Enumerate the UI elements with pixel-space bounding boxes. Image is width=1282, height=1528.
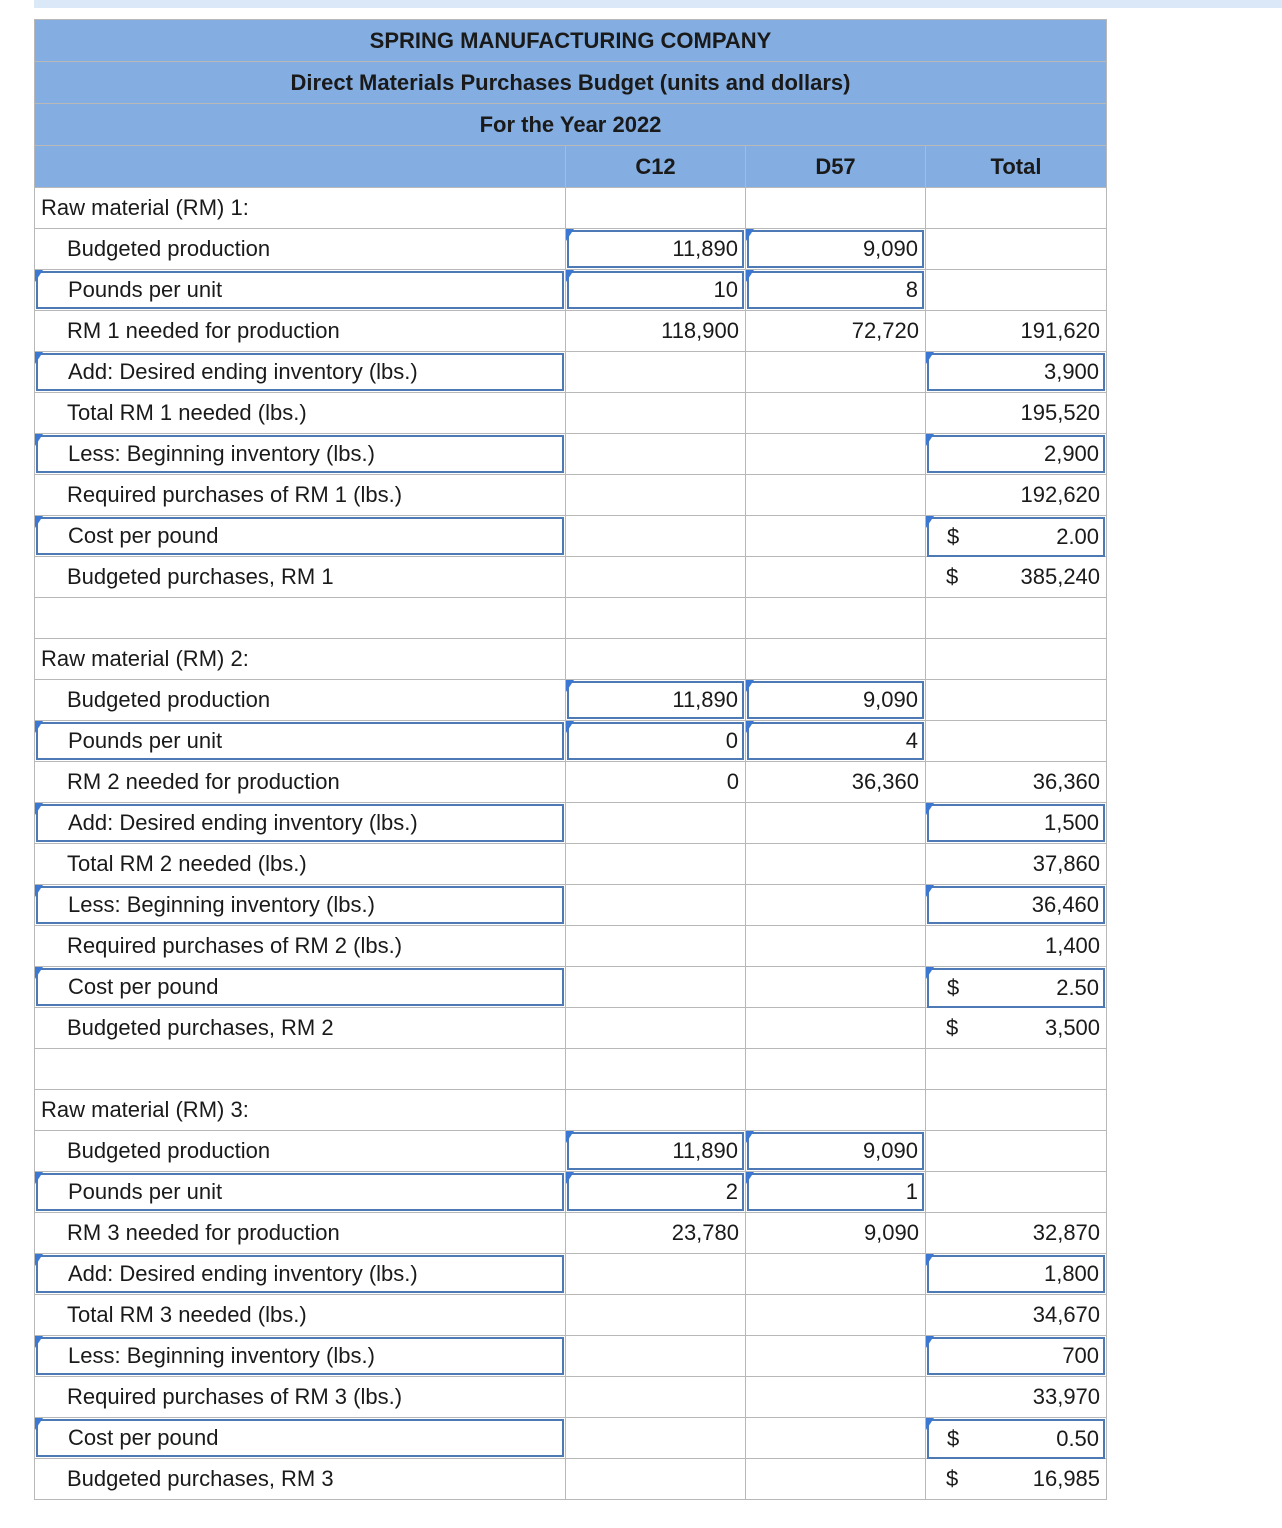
input-marker-icon (746, 1131, 754, 1143)
section-header-rm3 (35, 1090, 1107, 1131)
needed-for-production-c12: 0 (566, 762, 746, 803)
empty-cell (746, 803, 926, 844)
table-row (35, 926, 1107, 967)
desired-ending-total-input[interactable]: 3,900 (927, 353, 1105, 391)
cost-value: 2.00 (1056, 524, 1100, 549)
budgeted-purchases-total (926, 1459, 1106, 1499)
input-marker-icon (926, 1254, 934, 1266)
currency-symbol: $ (947, 1426, 960, 1451)
row-label-budgeted-purchases: Budgeted purchases, RM 2 (35, 1008, 566, 1049)
total-needed-total: 37,860 (926, 844, 1107, 885)
row-label-budgeted-purchases: Budgeted purchases, RM 3 (35, 1459, 566, 1500)
empty-cell (746, 434, 926, 475)
table-row (35, 680, 1107, 721)
table-row (35, 1172, 1107, 1213)
row-label-pounds-per-unit-input[interactable]: Pounds per unit (36, 271, 564, 309)
row-label-total-needed: Total RM 2 needed (lbs.) (35, 844, 566, 885)
table-row (35, 557, 1107, 598)
table-row (35, 434, 1107, 475)
needed-for-production-d57: 9,090 (746, 1213, 926, 1254)
pounds-per-unit-d57-input[interactable]: 1 (747, 1173, 924, 1211)
spacer-row (35, 1049, 1107, 1090)
purchases-value: 3,500 (1044, 1015, 1101, 1040)
budget-period: For the Year 2022 (35, 104, 1107, 146)
input-marker-icon (35, 352, 43, 364)
empty-cell (566, 1295, 746, 1336)
empty-cell (566, 352, 746, 393)
empty-cell (746, 967, 926, 1008)
empty-cell (566, 1418, 746, 1459)
section-label-rm1: Raw material (RM) 1: (35, 188, 566, 229)
input-marker-icon (566, 229, 574, 241)
input-marker-icon (926, 803, 934, 815)
table-row (35, 393, 1107, 434)
table-row (35, 803, 1107, 844)
empty-cell (566, 557, 746, 598)
budgeted-production-d57-input[interactable]: 9,090 (747, 1132, 924, 1170)
cost-per-pound-input[interactable] (927, 517, 1105, 557)
budgeted-purchases-total (926, 557, 1106, 597)
input-marker-icon (566, 680, 574, 692)
input-marker-icon (926, 352, 934, 364)
table-row (35, 762, 1107, 803)
empty-cell (746, 844, 926, 885)
table-row (35, 1377, 1107, 1418)
input-marker-icon (35, 1254, 43, 1266)
empty-cell (746, 557, 926, 598)
empty-cell (566, 1090, 746, 1131)
input-marker-icon (746, 1172, 754, 1184)
empty-cell (746, 475, 926, 516)
empty-cell (746, 1336, 926, 1377)
desired-ending-total-input[interactable]: 1,500 (927, 804, 1105, 842)
empty-cell (746, 1295, 926, 1336)
empty-cell (566, 1254, 746, 1295)
empty-cell (566, 1377, 746, 1418)
input-marker-icon (746, 270, 754, 282)
empty-cell (566, 844, 746, 885)
empty-cell (926, 270, 1107, 311)
row-label-needed-for-production: RM 1 needed for production (35, 311, 566, 352)
pounds-per-unit-c12-input[interactable]: 2 (567, 1173, 744, 1211)
currency-symbol: $ (946, 1015, 959, 1040)
row-label-pounds-per-unit-input[interactable]: Pounds per unit (36, 722, 564, 760)
header-row-company (35, 20, 1107, 62)
budgeted-purchases-total (926, 1008, 1106, 1048)
purchases-value: 385,240 (1020, 564, 1101, 589)
input-marker-icon (926, 1336, 934, 1348)
table-row (35, 1336, 1107, 1377)
needed-for-production-d57: 36,360 (746, 762, 926, 803)
empty-cell (746, 1008, 926, 1049)
empty-cell (746, 639, 926, 680)
empty-cell (926, 188, 1107, 229)
input-marker-icon (746, 229, 754, 241)
row-label-desired-ending-input[interactable]: Add: Desired ending inventory (lbs.) (36, 804, 564, 842)
row-label-total-needed: Total RM 3 needed (lbs.) (35, 1295, 566, 1336)
column-header-d57: D57 (746, 146, 926, 188)
row-label-budgeted-purchases: Budgeted purchases, RM 1 (35, 557, 566, 598)
input-marker-icon (566, 1131, 574, 1143)
header-row-title (35, 62, 1107, 104)
purchases-value: 16,985 (1032, 1466, 1101, 1491)
needed-for-production-total: 36,360 (926, 762, 1107, 803)
row-label-desired-ending-input[interactable]: Add: Desired ending inventory (lbs.) (36, 353, 564, 391)
table-row (35, 1213, 1107, 1254)
empty-cell (566, 1049, 746, 1090)
row-label-beginning-input[interactable]: Less: Beginning inventory (lbs.) (36, 1337, 564, 1375)
total-needed-total: 195,520 (926, 393, 1107, 434)
row-label-desired-ending-input[interactable]: Add: Desired ending inventory (lbs.) (36, 1255, 564, 1293)
cost-per-pound-input[interactable] (927, 968, 1105, 1008)
table-row (35, 475, 1107, 516)
input-marker-icon (566, 721, 574, 733)
table-row (35, 1008, 1107, 1049)
input-marker-icon (926, 516, 934, 528)
empty-cell (746, 393, 926, 434)
empty-cell (566, 475, 746, 516)
row-label-budgeted-production: Budgeted production (35, 229, 566, 270)
row-label-cost-per-pound-input[interactable]: Cost per pound (36, 1419, 564, 1457)
cost-value: 2.50 (1056, 975, 1100, 1000)
empty-cell (566, 1336, 746, 1377)
row-label-beginning-input[interactable]: Less: Beginning inventory (lbs.) (36, 886, 564, 924)
company-name: SPRING MANUFACTURING COMPANY (35, 20, 1107, 62)
pounds-per-unit-d57-input[interactable]: 4 (747, 722, 924, 760)
purchases-budget-table (34, 19, 1107, 1500)
pounds-per-unit-c12-input[interactable]: 10 (567, 271, 744, 309)
header-row-period (35, 104, 1107, 146)
spacer-row (35, 598, 1107, 639)
row-label-required-purchases: Required purchases of RM 3 (lbs.) (35, 1377, 566, 1418)
row-label-pounds-per-unit-input[interactable]: Pounds per unit (36, 1173, 564, 1211)
empty-cell (566, 598, 746, 639)
table-row (35, 516, 1107, 557)
row-label-required-purchases: Required purchases of RM 1 (lbs.) (35, 475, 566, 516)
table-row (35, 311, 1107, 352)
table-row (35, 229, 1107, 270)
row-label-needed-for-production: RM 3 needed for production (35, 1213, 566, 1254)
empty-cell (566, 188, 746, 229)
table-row (35, 844, 1107, 885)
currency-symbol: $ (947, 975, 960, 1000)
input-marker-icon (746, 680, 754, 692)
empty-cell (566, 1459, 746, 1500)
total-needed-total: 34,670 (926, 1295, 1107, 1336)
empty-cell (35, 598, 566, 639)
budgeted-production-d57-input[interactable]: 9,090 (747, 681, 924, 719)
table-row (35, 1131, 1107, 1172)
input-marker-icon (746, 721, 754, 733)
table-row (35, 1418, 1107, 1459)
empty-cell (746, 926, 926, 967)
column-header-c12: C12 (566, 146, 746, 188)
beginning-total-input[interactable]: 700 (927, 1337, 1105, 1375)
empty-cell (566, 516, 746, 557)
empty-cell (926, 1090, 1107, 1131)
required-purchases-total: 33,970 (926, 1377, 1107, 1418)
row-label-beginning-input[interactable]: Less: Beginning inventory (lbs.) (36, 435, 564, 473)
input-marker-icon (35, 1172, 43, 1184)
input-marker-icon (35, 516, 43, 528)
row-label-needed-for-production: RM 2 needed for production (35, 762, 566, 803)
cost-value: 0.50 (1056, 1426, 1100, 1451)
currency-symbol: $ (946, 564, 959, 589)
pounds-per-unit-c12-input[interactable]: 0 (567, 722, 744, 760)
section-header-rm2 (35, 639, 1107, 680)
empty-cell (746, 885, 926, 926)
table-row (35, 1254, 1107, 1295)
input-marker-icon (926, 967, 934, 979)
table-row (35, 352, 1107, 393)
input-marker-icon (926, 434, 934, 446)
empty-cell (746, 516, 926, 557)
empty-cell (566, 967, 746, 1008)
empty-cell (926, 639, 1107, 680)
empty-cell (746, 1377, 926, 1418)
top-bar (34, 0, 1282, 8)
input-marker-icon (926, 1418, 934, 1430)
empty-cell (746, 1418, 926, 1459)
row-label-budgeted-production: Budgeted production (35, 680, 566, 721)
input-marker-icon (926, 885, 934, 897)
empty-cell (566, 803, 746, 844)
pounds-per-unit-d57-input[interactable]: 8 (747, 271, 924, 309)
row-label-budgeted-production: Budgeted production (35, 1131, 566, 1172)
table-row (35, 885, 1107, 926)
input-marker-icon (35, 803, 43, 815)
empty-cell (926, 1049, 1107, 1090)
row-label-cost-per-pound-input[interactable]: Cost per pound (36, 968, 564, 1006)
beginning-total-input[interactable]: 36,460 (927, 886, 1105, 924)
input-marker-icon (35, 967, 43, 979)
empty-cell (566, 885, 746, 926)
empty-cell (926, 1172, 1107, 1213)
empty-cell (746, 1090, 926, 1131)
input-marker-icon (566, 270, 574, 282)
row-label-required-purchases: Required purchases of RM 2 (lbs.) (35, 926, 566, 967)
table-row (35, 967, 1107, 1008)
cost-per-pound-input[interactable] (927, 1419, 1105, 1459)
beginning-total-input[interactable]: 2,900 (927, 435, 1105, 473)
empty-cell (926, 1131, 1107, 1172)
section-header-rm1 (35, 188, 1107, 229)
empty-cell (926, 680, 1107, 721)
table-row (35, 1295, 1107, 1336)
empty-cell (35, 1049, 566, 1090)
empty-cell (566, 926, 746, 967)
input-marker-icon (35, 270, 43, 282)
empty-cell (746, 1049, 926, 1090)
input-marker-icon (35, 1418, 43, 1430)
input-marker-icon (35, 434, 43, 446)
empty-cell (926, 721, 1107, 762)
empty-cell (746, 598, 926, 639)
row-label-total-needed: Total RM 1 needed (lbs.) (35, 393, 566, 434)
budgeted-production-c12-input[interactable]: 11,890 (567, 1132, 744, 1170)
header-blank (35, 146, 566, 188)
empty-cell (566, 1008, 746, 1049)
input-marker-icon (35, 721, 43, 733)
row-label-cost-per-pound-input[interactable]: Cost per pound (36, 517, 564, 555)
empty-cell (566, 639, 746, 680)
table-row (35, 1459, 1107, 1500)
empty-cell (926, 229, 1107, 270)
empty-cell (746, 352, 926, 393)
needed-for-production-d57: 72,720 (746, 311, 926, 352)
needed-for-production-total: 191,620 (926, 311, 1107, 352)
currency-symbol: $ (947, 524, 960, 549)
needed-for-production-c12: 118,900 (566, 311, 746, 352)
input-marker-icon (566, 1172, 574, 1184)
input-marker-icon (35, 885, 43, 897)
section-label-rm3: Raw material (RM) 3: (35, 1090, 566, 1131)
empty-cell (566, 393, 746, 434)
empty-cell (746, 1254, 926, 1295)
required-purchases-total: 192,620 (926, 475, 1107, 516)
desired-ending-total-input[interactable]: 1,800 (927, 1255, 1105, 1293)
budgeted-production-c12-input[interactable]: 11,890 (567, 230, 744, 268)
table-row (35, 721, 1107, 762)
header-row-columns (35, 146, 1107, 188)
needed-for-production-c12: 23,780 (566, 1213, 746, 1254)
empty-cell (926, 598, 1107, 639)
needed-for-production-total: 32,870 (926, 1213, 1107, 1254)
budget-title: Direct Materials Purchases Budget (units and dollars) (35, 62, 1107, 104)
column-header-total: Total (926, 146, 1107, 188)
input-marker-icon (35, 1336, 43, 1348)
empty-cell (746, 188, 926, 229)
currency-symbol: $ (946, 1466, 959, 1491)
section-label-rm2: Raw material (RM) 2: (35, 639, 566, 680)
budgeted-production-d57-input[interactable]: 9,090 (747, 230, 924, 268)
budgeted-production-c12-input[interactable]: 11,890 (567, 681, 744, 719)
empty-cell (746, 1459, 926, 1500)
required-purchases-total: 1,400 (926, 926, 1107, 967)
table-row (35, 270, 1107, 311)
empty-cell (566, 434, 746, 475)
